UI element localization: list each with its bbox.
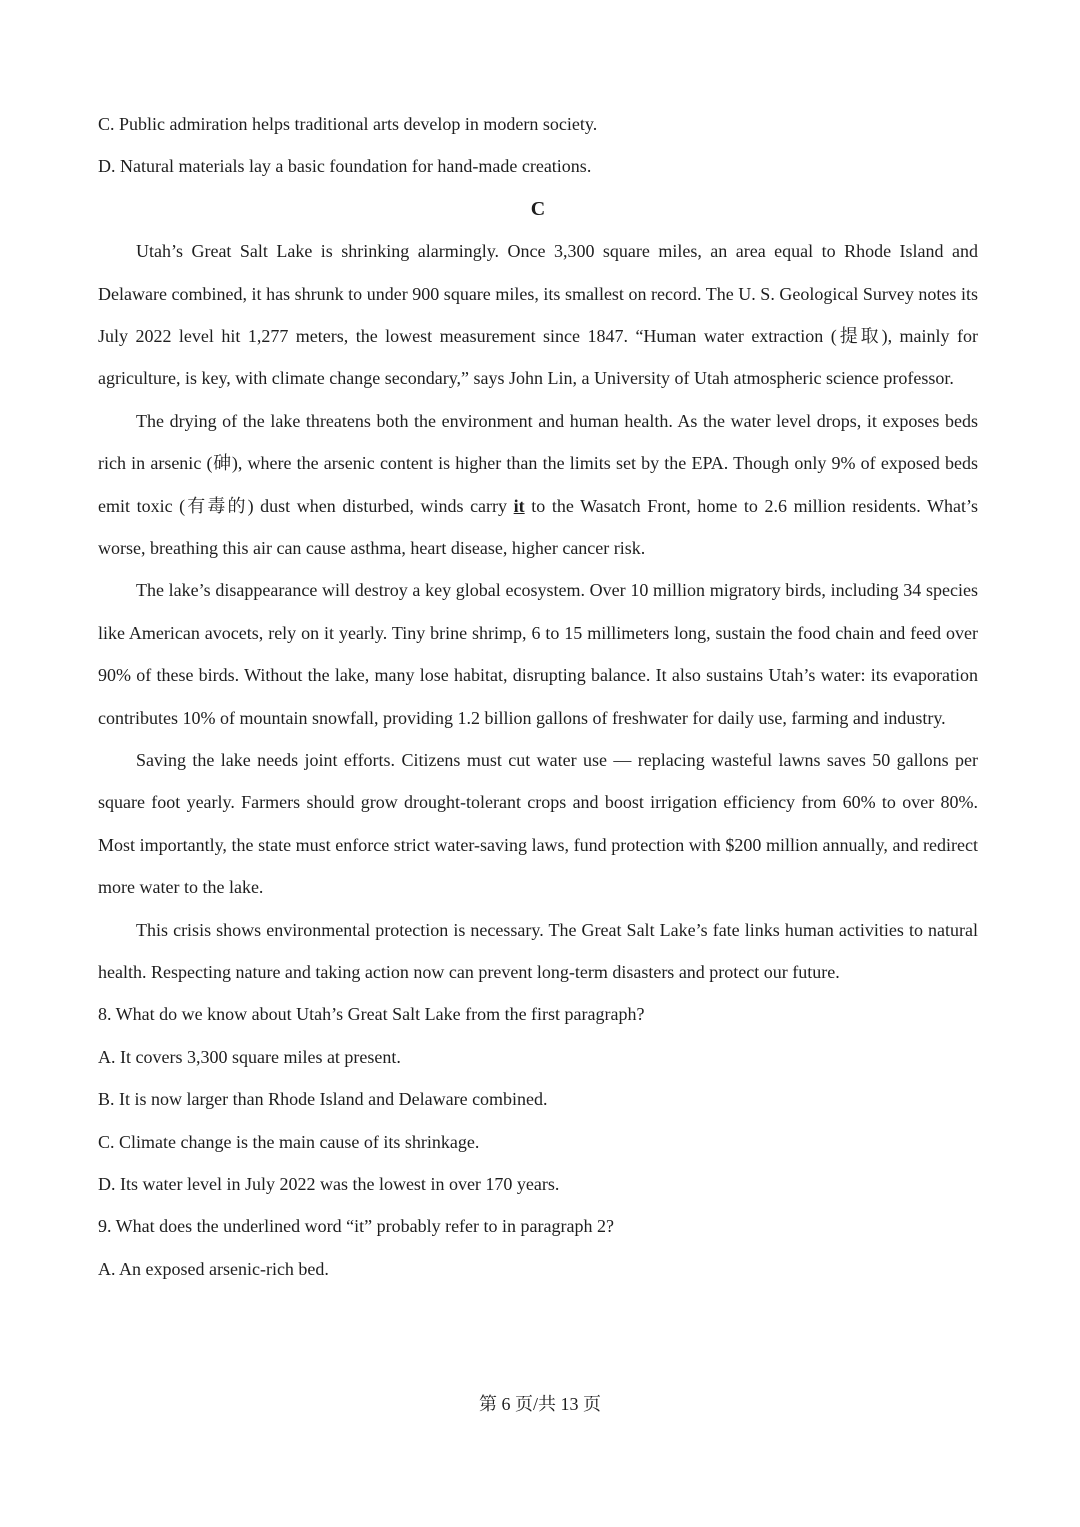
prev-question-option-d: D. Natural materials lay a basic foundation for hand-made creations. [98,156,592,177]
question-8-stem: 8. What do we know about Utah’s Great Salt Lake from the first paragraph? [98,1004,645,1025]
question-9-stem: 9. What does the underlined word “it” probably refer to in paragraph 2? [98,1216,614,1237]
passage-paragraph-5: This crisis shows environmental protection is necessary. The Great Salt Lake’s fate links human activities to natural health. Respecting nature and taking action now can prevent long-term disasters and protect our future. [98,919,978,983]
passage-paragraph-3: The lake’s disappearance will destroy a key global ecosystem. Over 10 million migratory birds, including 34 species like American avocets, rely on it yearly. Tiny brine shrimp, 6 to 15 millimeters long, sustain the food chain and feed over 90% of these birds. Without the lake, many lose habitat, disrupting balance. It also sustains Utah’s water: its evaporation contributes 10% of mountain snowfall, providing 1.2 billion gallons of freshwater for daily use, farming and industry. [98,580,978,728]
passage-paragraph-1: Utah’s Great Salt Lake is shrinking alarmingly. Once 3,300 square miles, an area equal to Rhode Island and Delaware combined, it has shrunk to under 900 square miles, its smallest on record. The U. S. Geological Survey notes its July 2022 level hit 1,277 meters, the lowest measurement since 1847. “Human water extraction (提取), mainly for agriculture, is key, with climate change secondary,” says John Lin, a University of Utah atmospheric science professor. [98,241,978,389]
passage-paragraph-2 [98,400,978,570]
question-8-option-b: B. It is now larger than Rhode Island and Delaware combined. [98,1089,548,1110]
section-heading: C [530,197,546,220]
underlined-word-it: it [513,495,525,516]
passage-paragraph-4: Saving the lake needs joint efforts. Citizens must cut water use — replacing wasteful lawns saves 50 gallons per square foot yearly. Farmers should grow drought-tolerant crops and boost irrigation efficiency from 60% to over 80%. Most importantly, the state must enforce strict water-saving laws, fund protection with $200 million annually, and redirect more water to the lake. [98,750,978,898]
question-8-option-c: C. Climate change is the main cause of its shrinkage. [98,1131,480,1152]
paragraph-2-text-before: The drying of the lake threatens both the environment and human health. As the water level drops, it exposes beds rich in arsenic (砷), where the arsenic content is higher than the limits set by the EPA. Though only 9% of exposed beds emit toxic (有毒的) dust when disturbed, winds carry [98,410,978,516]
question-8-option-a: A. It covers 3,300 square miles at present. [98,1046,401,1067]
page-number-footer: 第 6 页/共 13 页 [478,1394,601,1414]
question-8-option-d: D. Its water level in July 2022 was the lowest in over 170 years. [98,1174,560,1195]
paragraph-2-text-after: to the Wasatch Front, home to 2.6 million residents. What’s worse, breathing this air can cause asthma, heart disease, higher cancer risk. [98,495,978,559]
prev-question-option-c: C. Public admiration helps traditional arts develop in modern society. [98,114,598,134]
question-9-option-a: A. An exposed arsenic-rich bed. [98,1258,329,1279]
page-content [98,103,978,1290]
